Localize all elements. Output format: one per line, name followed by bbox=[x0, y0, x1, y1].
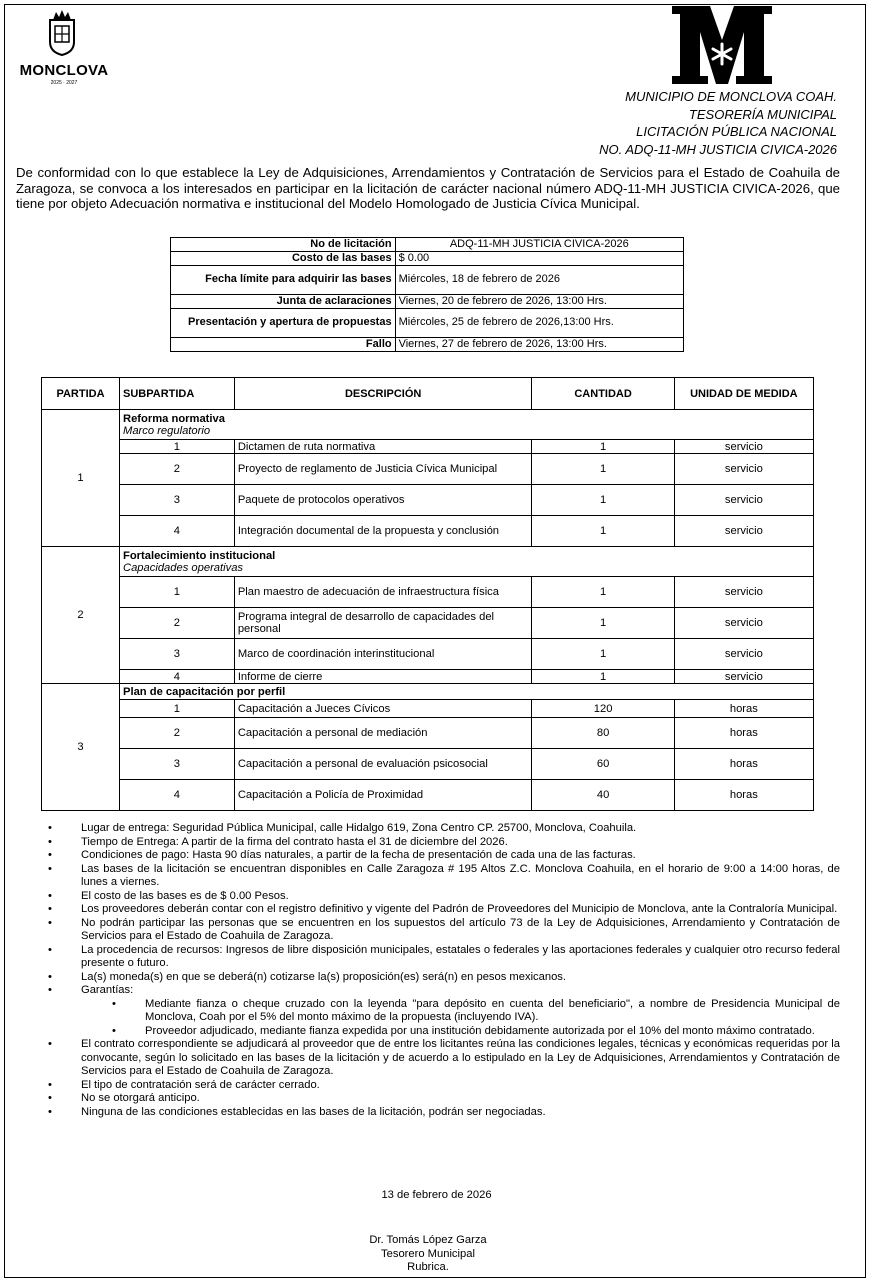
header-line: TESORERÍA MUNICIPAL bbox=[688, 106, 837, 122]
column-header: PARTIDA bbox=[42, 378, 120, 410]
quantity-cell: 1 bbox=[532, 485, 674, 516]
unit-cell: servicio bbox=[674, 454, 813, 485]
description-cell: Programa integral de desarrollo de capacidades del personal bbox=[234, 608, 532, 639]
unit-cell: servicio bbox=[674, 440, 813, 454]
document-date: 13 de febrero de 2026 bbox=[381, 1189, 492, 1201]
info-value: Miércoles, 18 de febrero de 2026 bbox=[395, 266, 683, 295]
description-cell: Proyecto de reglamento de Justicia Cívica Municipal bbox=[234, 454, 532, 485]
group-row bbox=[42, 684, 814, 700]
subpartida-cell: 4 bbox=[120, 780, 235, 811]
description-cell: Capacitación a personal de mediación bbox=[234, 718, 532, 749]
list-item: • Las bases de la licitación se encuentran disponibles en Calle Zaragoza # 195 Altos Z.C. Monclova Coahuila, en el horario de 9:00 a 14:00 horas, de lunes a viernes. bbox=[48, 863, 840, 890]
unit-cell: servicio bbox=[674, 608, 813, 639]
list-item: • El tipo de contratación será de carácter cerrado. bbox=[48, 1079, 840, 1093]
coat-of-arms-icon bbox=[46, 8, 78, 56]
description-cell: Capacitación a Policía de Proximidad bbox=[234, 780, 532, 811]
m-star-emblem-icon bbox=[670, 6, 774, 84]
info-value: Viernes, 20 de febrero de 2026, 13:00 Hrs. bbox=[395, 295, 683, 309]
group-title-text: Plan de capacitación por perfil bbox=[123, 685, 286, 698]
info-label: Presentación y apertura de propuestas bbox=[171, 309, 396, 338]
subpartida-cell: 2 bbox=[120, 608, 235, 639]
partida-number: 2 bbox=[42, 547, 120, 684]
unit-cell: horas bbox=[674, 718, 813, 749]
quantity-cell: 1 bbox=[532, 577, 674, 608]
group-row bbox=[42, 547, 814, 577]
quantity-cell: 1 bbox=[532, 440, 674, 454]
table-row bbox=[42, 485, 814, 516]
signature-block bbox=[0, 1234, 856, 1275]
list-item: • El contrato correspondiente se adjudicará al proveedor que de entre los licitantes reúna las condiciones legales, técnicas y económicas requeridas por la convocante, según lo solicitado en las bases de la licitación y de acuerdo a lo estipulado en la Ley de Adquisiciones, Arrendamientos y Contratación de Servicios para el Estado de Coahuila de Zaragoza. bbox=[48, 1038, 840, 1079]
table-row bbox=[42, 700, 814, 718]
group-title bbox=[120, 547, 814, 577]
partida-number: 1 bbox=[42, 410, 120, 547]
info-value: Viernes, 27 de febrero de 2026, 13:00 Hrs. bbox=[395, 338, 683, 352]
table-header-row bbox=[42, 378, 814, 410]
group-title bbox=[120, 684, 814, 700]
header-line: LICITACIÓN PÚBLICA NACIONAL bbox=[636, 124, 837, 139]
intro-paragraph: De conformidad con lo que establece la Ley de Adquisiciones, Arrendamientos y Contratación de Servicios para el Estado de Coahuila de Zaragoza, se convoca a los interesados en participar en la licitación de carácter nacional número ADQ-11-MH JUSTICIA CIVICA-2026, que tiene por objeto Adecuación normativa e institucional del Modelo Homologado de Justicia Cívica Municipal. bbox=[16, 165, 840, 212]
partida-number: 3 bbox=[42, 684, 120, 811]
list-item: • Ninguna de las condiciones establecidas en las bases de la licitación, podrán ser negociadas. bbox=[48, 1106, 840, 1120]
subpartida-cell: 2 bbox=[120, 454, 235, 485]
quantity-cell: 60 bbox=[532, 749, 674, 780]
table-row bbox=[42, 749, 814, 780]
subpartida-cell: 3 bbox=[120, 485, 235, 516]
unit-cell: servicio bbox=[674, 516, 813, 547]
quantity-cell: 40 bbox=[532, 780, 674, 811]
items-table bbox=[41, 377, 814, 811]
list-item: • La procedencia de recursos: Ingresos de libre disposición municipales, estatales o federales y las aportaciones federales y cualquier otro recurso federal presente o futuro. bbox=[48, 944, 840, 971]
column-header: UNIDAD DE MEDIDA bbox=[674, 378, 813, 410]
subpartida-cell: 4 bbox=[120, 670, 235, 684]
group-title-text: Fortalecimiento institucional bbox=[123, 549, 276, 562]
quantity-cell: 1 bbox=[532, 454, 674, 485]
list-item: • Los proveedores deberán contar con el registro definitivo y vigente del Padrón de Proveedores del Municipio de Monclova, ante la Contraloría Municipal. bbox=[48, 903, 840, 917]
signer-title: Tesorero Municipal bbox=[381, 1247, 475, 1260]
group-title-text: Reforma normativa bbox=[123, 412, 225, 425]
table-row bbox=[42, 608, 814, 639]
table-row bbox=[42, 780, 814, 811]
description-cell: Paquete de protocolos operativos bbox=[234, 485, 532, 516]
issuer-header bbox=[599, 88, 837, 158]
conditions-list bbox=[48, 822, 840, 1119]
unit-cell: servicio bbox=[674, 485, 813, 516]
info-label: Costo de las bases bbox=[171, 252, 396, 266]
info-label: Fecha límite para adquirir las bases bbox=[171, 266, 396, 295]
subpartida-cell: 1 bbox=[120, 700, 235, 718]
unit-cell: servicio bbox=[674, 670, 813, 684]
group-subtitle: Capacidades operativas bbox=[123, 561, 244, 574]
subpartida-cell: 3 bbox=[120, 639, 235, 670]
list-item: • Condiciones de pago: Hasta 90 días naturales, a partir de la fecha de presentación de cada una de las facturas. bbox=[48, 849, 840, 863]
signer-name: Dr. Tomás López Garza bbox=[369, 1234, 487, 1246]
table-row bbox=[42, 440, 814, 454]
column-header: DESCRIPCIÓN bbox=[234, 378, 532, 410]
signer-rubric: Rubrica. bbox=[407, 1261, 449, 1273]
description-cell: Capacitación a personal de evaluación psicosocial bbox=[234, 749, 532, 780]
unit-cell: horas bbox=[674, 780, 813, 811]
description-cell: Informe de cierre bbox=[234, 670, 532, 684]
table-row bbox=[42, 670, 814, 684]
guarantee-item: • Proveedor adjudicado, mediante fianza expedida por una institución debidamente autorizada por el 10% del monto máximo contratado. bbox=[48, 1025, 840, 1039]
info-label: Fallo bbox=[171, 338, 396, 352]
description-cell: Dictamen de ruta normativa bbox=[234, 440, 532, 454]
description-cell: Marco de coordinación interinstitucional bbox=[234, 639, 532, 670]
list-item: • El costo de las bases es de $ 0.00 Pesos. bbox=[48, 890, 840, 904]
quantity-cell: 1 bbox=[532, 516, 674, 547]
table-row bbox=[42, 639, 814, 670]
quantity-cell: 1 bbox=[532, 608, 674, 639]
unit-cell: horas bbox=[674, 700, 813, 718]
subpartida-cell: 2 bbox=[120, 718, 235, 749]
unit-cell: horas bbox=[674, 749, 813, 780]
list-item: • Lugar de entrega: Seguridad Pública Municipal, calle Hidalgo 619, Zona Centro CP. 25700, Monclova, Coahuila. bbox=[48, 822, 840, 836]
logo-name: MONCLOVA bbox=[19, 62, 109, 79]
info-value: Miércoles, 25 de febrero de 2026,13:00 Hrs. bbox=[395, 309, 683, 338]
table-row bbox=[42, 516, 814, 547]
group-row bbox=[42, 410, 814, 440]
table-row bbox=[42, 577, 814, 608]
quantity-cell: 120 bbox=[532, 700, 674, 718]
info-value: $ 0.00 bbox=[395, 252, 683, 266]
group-title bbox=[120, 410, 814, 440]
group-subtitle: Marco regulatorio bbox=[123, 424, 211, 437]
list-item: • Tiempo de Entrega: A partir de la firma del contrato hasta el 31 de diciembre del 2026. bbox=[48, 836, 840, 850]
column-header: SUBPARTIDA bbox=[120, 378, 235, 410]
unit-cell: servicio bbox=[674, 639, 813, 670]
logo-years: 2025 · 2027 bbox=[50, 80, 78, 86]
quantity-cell: 1 bbox=[532, 670, 674, 684]
header-line: MUNICIPIO DE MONCLOVA COAH. bbox=[625, 89, 837, 104]
unit-cell: servicio bbox=[674, 577, 813, 608]
tender-info-table bbox=[170, 237, 684, 352]
list-item: • No se otorgará anticipo. bbox=[48, 1092, 840, 1106]
description-cell: Plan maestro de adecuación de infraestructura física bbox=[234, 577, 532, 608]
quantity-cell: 1 bbox=[532, 639, 674, 670]
info-label: No de licitación bbox=[171, 238, 396, 252]
subpartida-cell: 1 bbox=[120, 577, 235, 608]
table-row bbox=[42, 718, 814, 749]
info-value: ADQ-11-MH JUSTICIA CIVICA-2026 bbox=[395, 238, 683, 252]
header-line: NO. ADQ-11-MH JUSTICIA CIVICA-2026 bbox=[599, 141, 837, 157]
list-item: • No podrán participar las personas que se encuentren en los supuestos del artículo 73 de la Ley de Adquisiciones, Arrendamiento y Contratación de Servicios para el Estado de Coahuila de Zaragoza. bbox=[48, 917, 840, 944]
guarantee-item: • Mediante fianza o cheque cruzado con la leyenda "para depósito en cuenta del beneficiario", a nombre de Presidencia Municipal de Monclova, Coah por el 5% del monto máximo de la propuesta (incluyendo IVA). bbox=[48, 998, 840, 1025]
info-label: Junta de aclaraciones bbox=[171, 295, 396, 309]
column-header: CANTIDAD bbox=[532, 378, 674, 410]
table-row bbox=[42, 454, 814, 485]
subpartida-cell: 1 bbox=[120, 440, 235, 454]
subpartida-cell: 3 bbox=[120, 749, 235, 780]
description-cell: Integración documental de la propuesta y conclusión bbox=[234, 516, 532, 547]
list-item: • La(s) moneda(s) en que se deberá(n) cotizarse la(s) proposición(es) será(n) en pesos mexicanos. bbox=[48, 971, 840, 985]
subpartida-cell: 4 bbox=[120, 516, 235, 547]
description-cell: Capacitación a Jueces Cívicos bbox=[234, 700, 532, 718]
monclova-logo bbox=[14, 6, 114, 88]
list-item: • Garantías: bbox=[48, 984, 840, 998]
quantity-cell: 80 bbox=[532, 718, 674, 749]
